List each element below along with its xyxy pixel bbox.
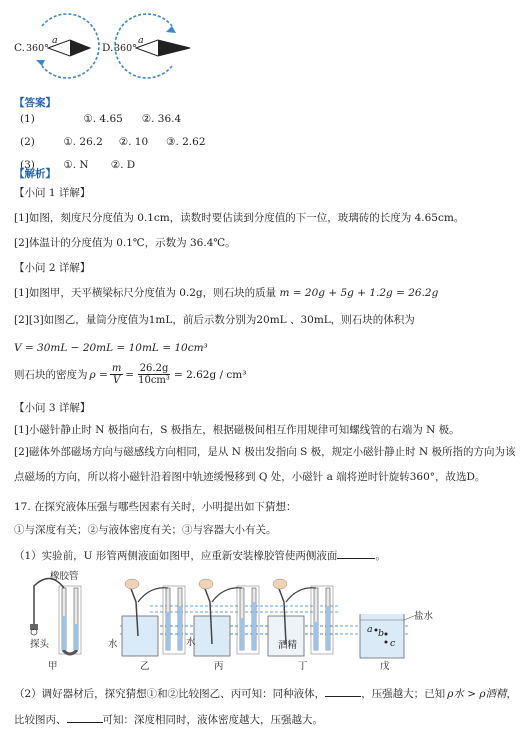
q2-density-prefix: 则石块的密度为: [14, 368, 88, 381]
label-salt-water: 盐水: [414, 611, 434, 622]
label-probe: 探头: [30, 639, 50, 650]
q17-part-3-end: 可知：深度相同时，液体密度越大，压强越大。: [102, 714, 323, 726]
label-alcohol: 酒精: [278, 640, 298, 651]
q1-line-2: [2]体温计的分度值为 0.1℃，示数为 36.4℃。: [14, 237, 236, 249]
apparatus-yi: [122, 579, 185, 656]
apparatus-bing: [194, 579, 259, 656]
answer-item: ①. N: [63, 159, 89, 171]
q17-blank-2[interactable]: [325, 686, 361, 697]
q2-line-1: [14, 286, 438, 300]
fraction-denominator: 10cm³: [138, 375, 170, 386]
option-c-figure: [14, 8, 104, 80]
option-d-label[interactable]: D.: [102, 42, 114, 54]
q17-guesses: ①与深度有关；②与液体密度有关；③与容器大小有关。: [14, 524, 277, 536]
q17-density-compare: ρ水 > ρ酒精: [447, 688, 507, 700]
q2-mass-equation: m = 20g + 5g + 1.2g = 26.2g: [279, 287, 439, 299]
answer-item: ②. 36.4: [141, 113, 182, 125]
q3-heading: 【小问 3 详解】: [14, 402, 91, 414]
option-d-angle: 360°: [114, 43, 137, 54]
q17-part-2-end: ，: [506, 688, 518, 700]
experiment-figure: [10, 566, 510, 672]
caption-yi: 乙: [140, 661, 150, 672]
q3-line-2: [2]磁体外部磁场方向与磁感线方向相同，是从 N 极出发指向 S 极，规定小磁针静止时 N 极所指的方向为该: [14, 446, 516, 458]
answer-item: ②. D: [110, 159, 136, 171]
answer-row-1: [20, 112, 181, 126]
option-d-figure: [102, 8, 202, 80]
q2-line-1-text: [1]如图甲，天平横梁标尺分度值为 0.2g，则石块的质量: [14, 287, 277, 299]
point-b: b: [378, 628, 385, 639]
label-rubber-tube: 橡胶管: [50, 571, 79, 582]
q2-line-2: [2][3]如图乙，量筒分度值为1mL，前后示数分别为20mL 、30mL，则石块的体积为: [14, 314, 415, 326]
q2-rho: ρ =: [89, 368, 108, 381]
experiment-diagram: [10, 566, 510, 672]
apparatus-wu: [360, 614, 414, 658]
analysis-tag: 【解析】: [14, 168, 56, 180]
caption-wu: 戊: [380, 661, 390, 672]
q17-part-2-text: （2）调好器材后，探究猜想①和②比较图乙、丙可知：同种液体，: [14, 688, 326, 700]
label-water-yi: 水: [108, 639, 118, 650]
option-c-angle: 360°: [26, 43, 49, 54]
fraction-numerator: 26.2g: [139, 363, 169, 374]
q17-part-3-text: 比较图丙、: [14, 714, 67, 726]
answer-tag: 【答案】: [14, 97, 56, 109]
answer-item: ①. 26.2: [63, 136, 103, 148]
q17-part-1-end: 。: [375, 550, 386, 562]
q2-density-line: 则石块的密度为 ρ = $\frac{m}{V}$ = $\frac{26.2g}{\text{10cm³}}$ = 2.62g / cm³: [14, 363, 247, 386]
q17-part-2: [14, 686, 517, 701]
answer-item: ②. 10: [118, 136, 149, 148]
q1-heading: 【小问 1 详解】: [14, 187, 91, 199]
q2-heading: 【小问 2 详解】: [14, 262, 91, 274]
q2-fraction-values: [136, 363, 172, 386]
label-water-bing: 水: [186, 637, 196, 648]
q17-stem: 17. 在探究液体压强与哪些因素有关时，小明提出如下猜想：: [14, 501, 297, 513]
q2-fraction-mv: [110, 363, 123, 386]
answer-row-num: (3): [20, 159, 35, 171]
caption-bing: 丙: [214, 661, 224, 672]
q17-part-1-text: （1）实验前，U 形管两侧液面如图甲，应重新安装橡胶管使两侧液面: [14, 550, 338, 562]
q3-line-3: 点磁场的方向，所以将小磁针沿着图中轨迹缓慢移到 Q 处，小磁针 a 端将逆时针旋转360°，故选D。: [14, 471, 486, 483]
option-d-a: a: [138, 35, 144, 46]
q2-volume-equation: V = 30mL − 20mL = 10mL = 10cm³: [14, 342, 208, 354]
point-a: a: [367, 624, 373, 635]
q17-part-3: [14, 712, 323, 727]
answer-row-num: (2): [20, 136, 35, 148]
q2-density-result: = 2.62g / cm³: [173, 368, 247, 381]
caption-jia: 甲: [48, 661, 58, 672]
answer-row-2: [20, 135, 206, 149]
point-c: c: [390, 638, 396, 649]
q17-part-2-mid: ，压强越大；已知: [361, 688, 446, 700]
answer-item: ①. 4.65: [83, 113, 123, 125]
q17-blank-1[interactable]: [337, 548, 375, 559]
option-c-a: a: [52, 35, 58, 46]
answer-item: ③. 2.62: [166, 136, 206, 148]
q1-line-1: [1]如图，刻度尺分度值为 0.1cm，读数时要估读到分度值的下一位，玻璃砖的长度为 4.65cm。: [14, 212, 465, 224]
q17-part-1: [14, 548, 386, 563]
answer-row-num: (1): [20, 113, 35, 125]
fraction-denominator: V: [112, 375, 121, 386]
caption-ding: 丁: [298, 661, 308, 672]
option-c-label[interactable]: C.: [14, 42, 25, 54]
q17-blank-3[interactable]: [67, 712, 103, 723]
q3-line-1: [1]小磁针静止时 N 极指向右，S 极指左，根据磁极间相互作用规律可知螺线管的右端为 N 极。: [14, 424, 460, 436]
fraction-numerator: m: [111, 363, 122, 374]
